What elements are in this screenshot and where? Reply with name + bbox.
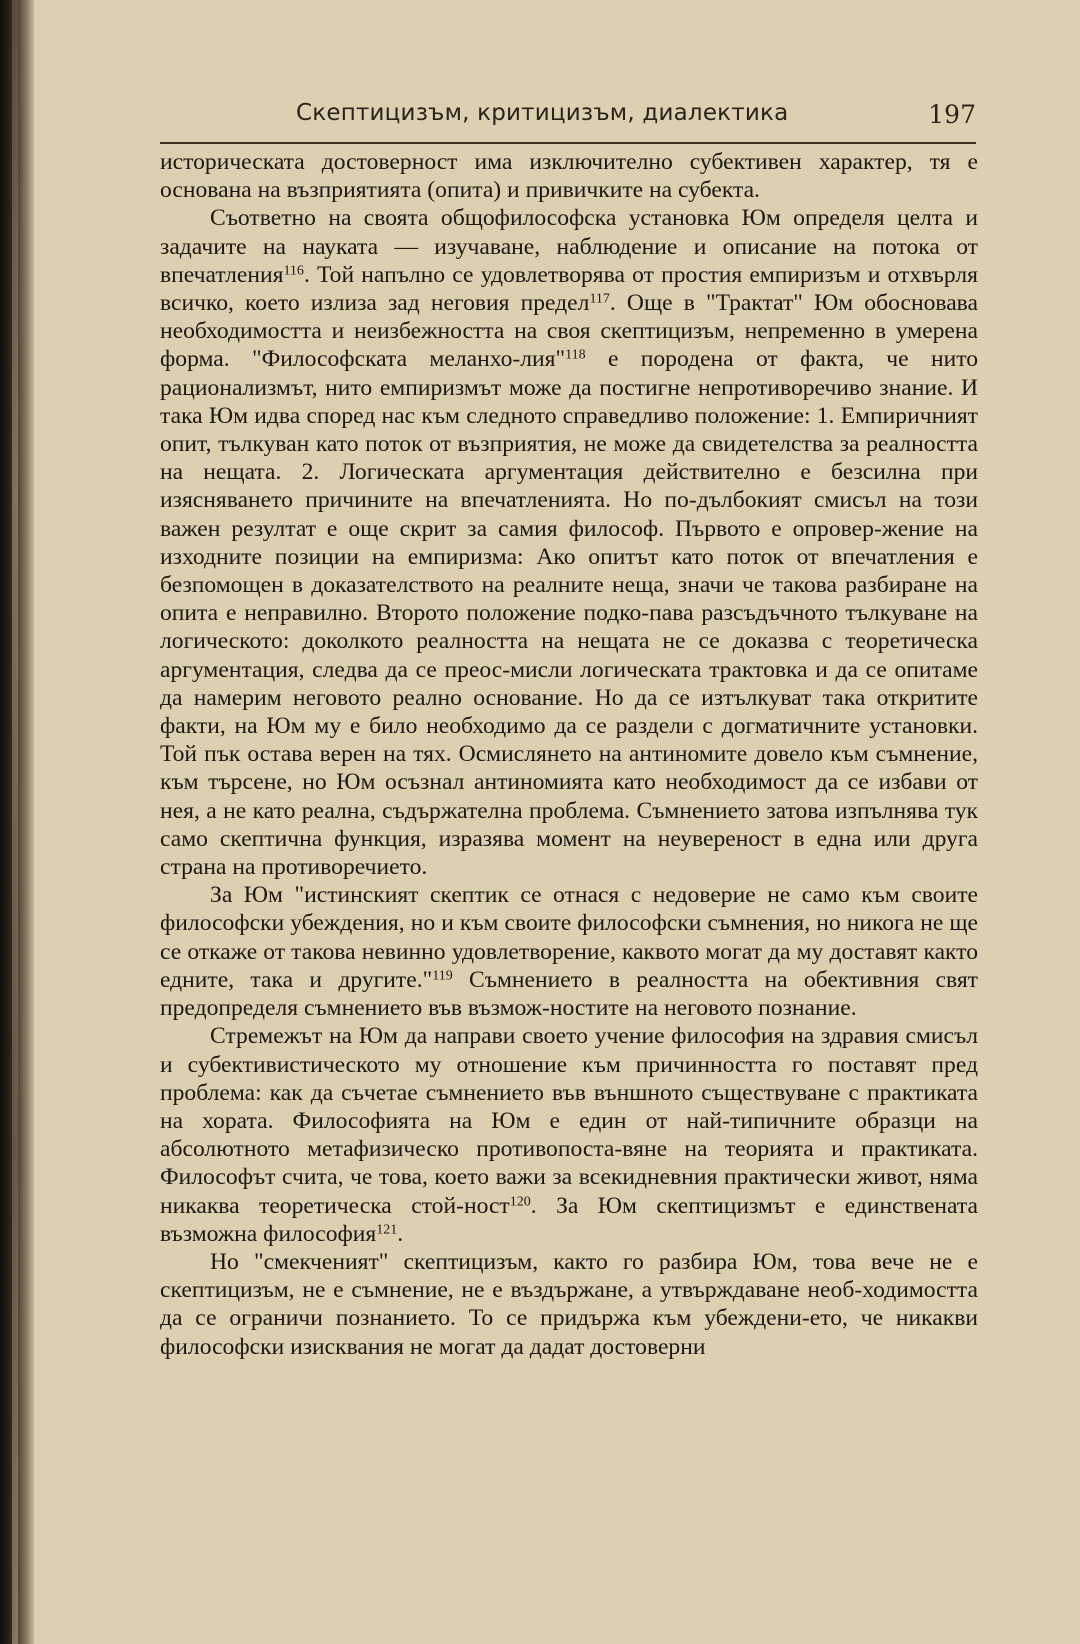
body-text <box>160 148 978 1361</box>
header-rule <box>160 142 976 144</box>
binding-edge <box>12 0 18 1644</box>
text-run: историческата достоверност има изключително субективен характер, тя е основана на възприятията (опита) и привичките на субекта. <box>160 149 978 204</box>
footnote-ref: 119 <box>432 968 453 984</box>
footnote-ref: 116 <box>283 263 304 279</box>
text-run: . <box>397 1220 404 1247</box>
paragraph <box>160 881 978 1022</box>
text-run: Но "смекченият" скептицизъм, както го разбира Юм, това вече не е скептицизъм, не е съмнение, не е въздържане, а утвърждаване необ-ходимостта да се ограничи познанието. То се придържа към убеждени-ето, че никакви философски изисквания не могат да дадат достоверни <box>160 1248 978 1360</box>
paragraph <box>160 204 978 881</box>
text-run: За Юм "истинският скептик се отнася с недоверие не само към своите философски убеждения, но и към своите философски съмнения, но никога не ще се откаже от такова невинно удовлетворение, каквото могат да му доставят както едните, така и другите." <box>160 882 978 993</box>
paragraph <box>160 1022 978 1248</box>
page-header <box>276 100 976 140</box>
paragraph <box>160 148 978 204</box>
text-run: Стремежът на Юм да направи своето учение философия на здравия смисъл и субективистическото му отношение към причинността го поставят пред проблема: как да съчетае съмнението във външното съществуване с практиката на хората. Философията на Юм е един от най-типичните образци на абсолютното метафизическо противопоста-вяне на теорията и практиката. Философът счита, че това, което важи за всекидневния практически живот, няма никаква теоретическа стой-ност <box>160 1023 978 1219</box>
page-number: 197 <box>928 100 976 129</box>
footnote-ref: 117 <box>589 291 610 307</box>
running-title: Скептицизъм, критицизъм, диалектика <box>296 100 789 126</box>
text-run: Съответно на своята общофилософска установка Юм определя целта и задачите на науката — изучаване, наблюдение и описание на потока от впечатления <box>160 205 978 288</box>
footnote-ref: 121 <box>376 1222 398 1238</box>
text-run: . Още в "Трактат" Юм обосновава необходимостта и неизбежността на своя скептицизъм, непременно в умерена форма. "Философската меланхо-лия" <box>160 290 978 373</box>
paragraph <box>160 1248 978 1361</box>
text-run: Съмнението в реалността на обективния свят предопределя съмнението във възмож-ностите на неговото познание. <box>160 966 978 1022</box>
footnote-ref: 120 <box>509 1193 531 1209</box>
text-run: е породена от факта, че нито рационализмът, нито емпиризмът може да постигне непротиворечиво знание. И така Юм идва според нас към следното справедливо положение: 1. Емпиричният опит, тълкуван като поток от възприятия, не може да свидетелства за реалността на нещата. 2. Логическата аргументация действително е безсилна при изясняването причините на впечатленията. Но по-дълбокият смисъл на този важен резултат е още скрит за самия философ. Първото е опровер-жение на изходните позиции на емпиризма: Ако опитът като поток от впечатления е безпомощен в доказателството на реалните неща, значи че такова разбиране на опита е неправилно. Второто положение подко-пава разсъдъчното тълкуване на логическото: доколкото реалността на нещата не се доказва с теоретическа аргументация, следва да се преос-мисли логическата трактовка и да се опитаме да намерим неговото реално основание. Но да се изтълкуват така откритите факти, на Юм му е било необходимо да се раздели с догматичните установки. Той пък остава верен на тях. Осмислянето на антиномите довело към съмнение, към търсене, но Юм осъзнал антиномията като необходимост да се избави от нея, а не като реална, съдържателна проблема. Съмнението затова изпълнява тук само скептична функция, изразява момент на неувереност в една или друга страна на противоречието. <box>160 346 978 881</box>
footnote-ref: 118 <box>565 347 586 363</box>
text-run: . За Юм скептицизмът е единствената възможна философия <box>160 1192 978 1247</box>
text-run: . Той напълно се удовлетворява от простия емпиризъм и отхвърля всичко, което излиза зад неговия предел <box>160 261 978 317</box>
